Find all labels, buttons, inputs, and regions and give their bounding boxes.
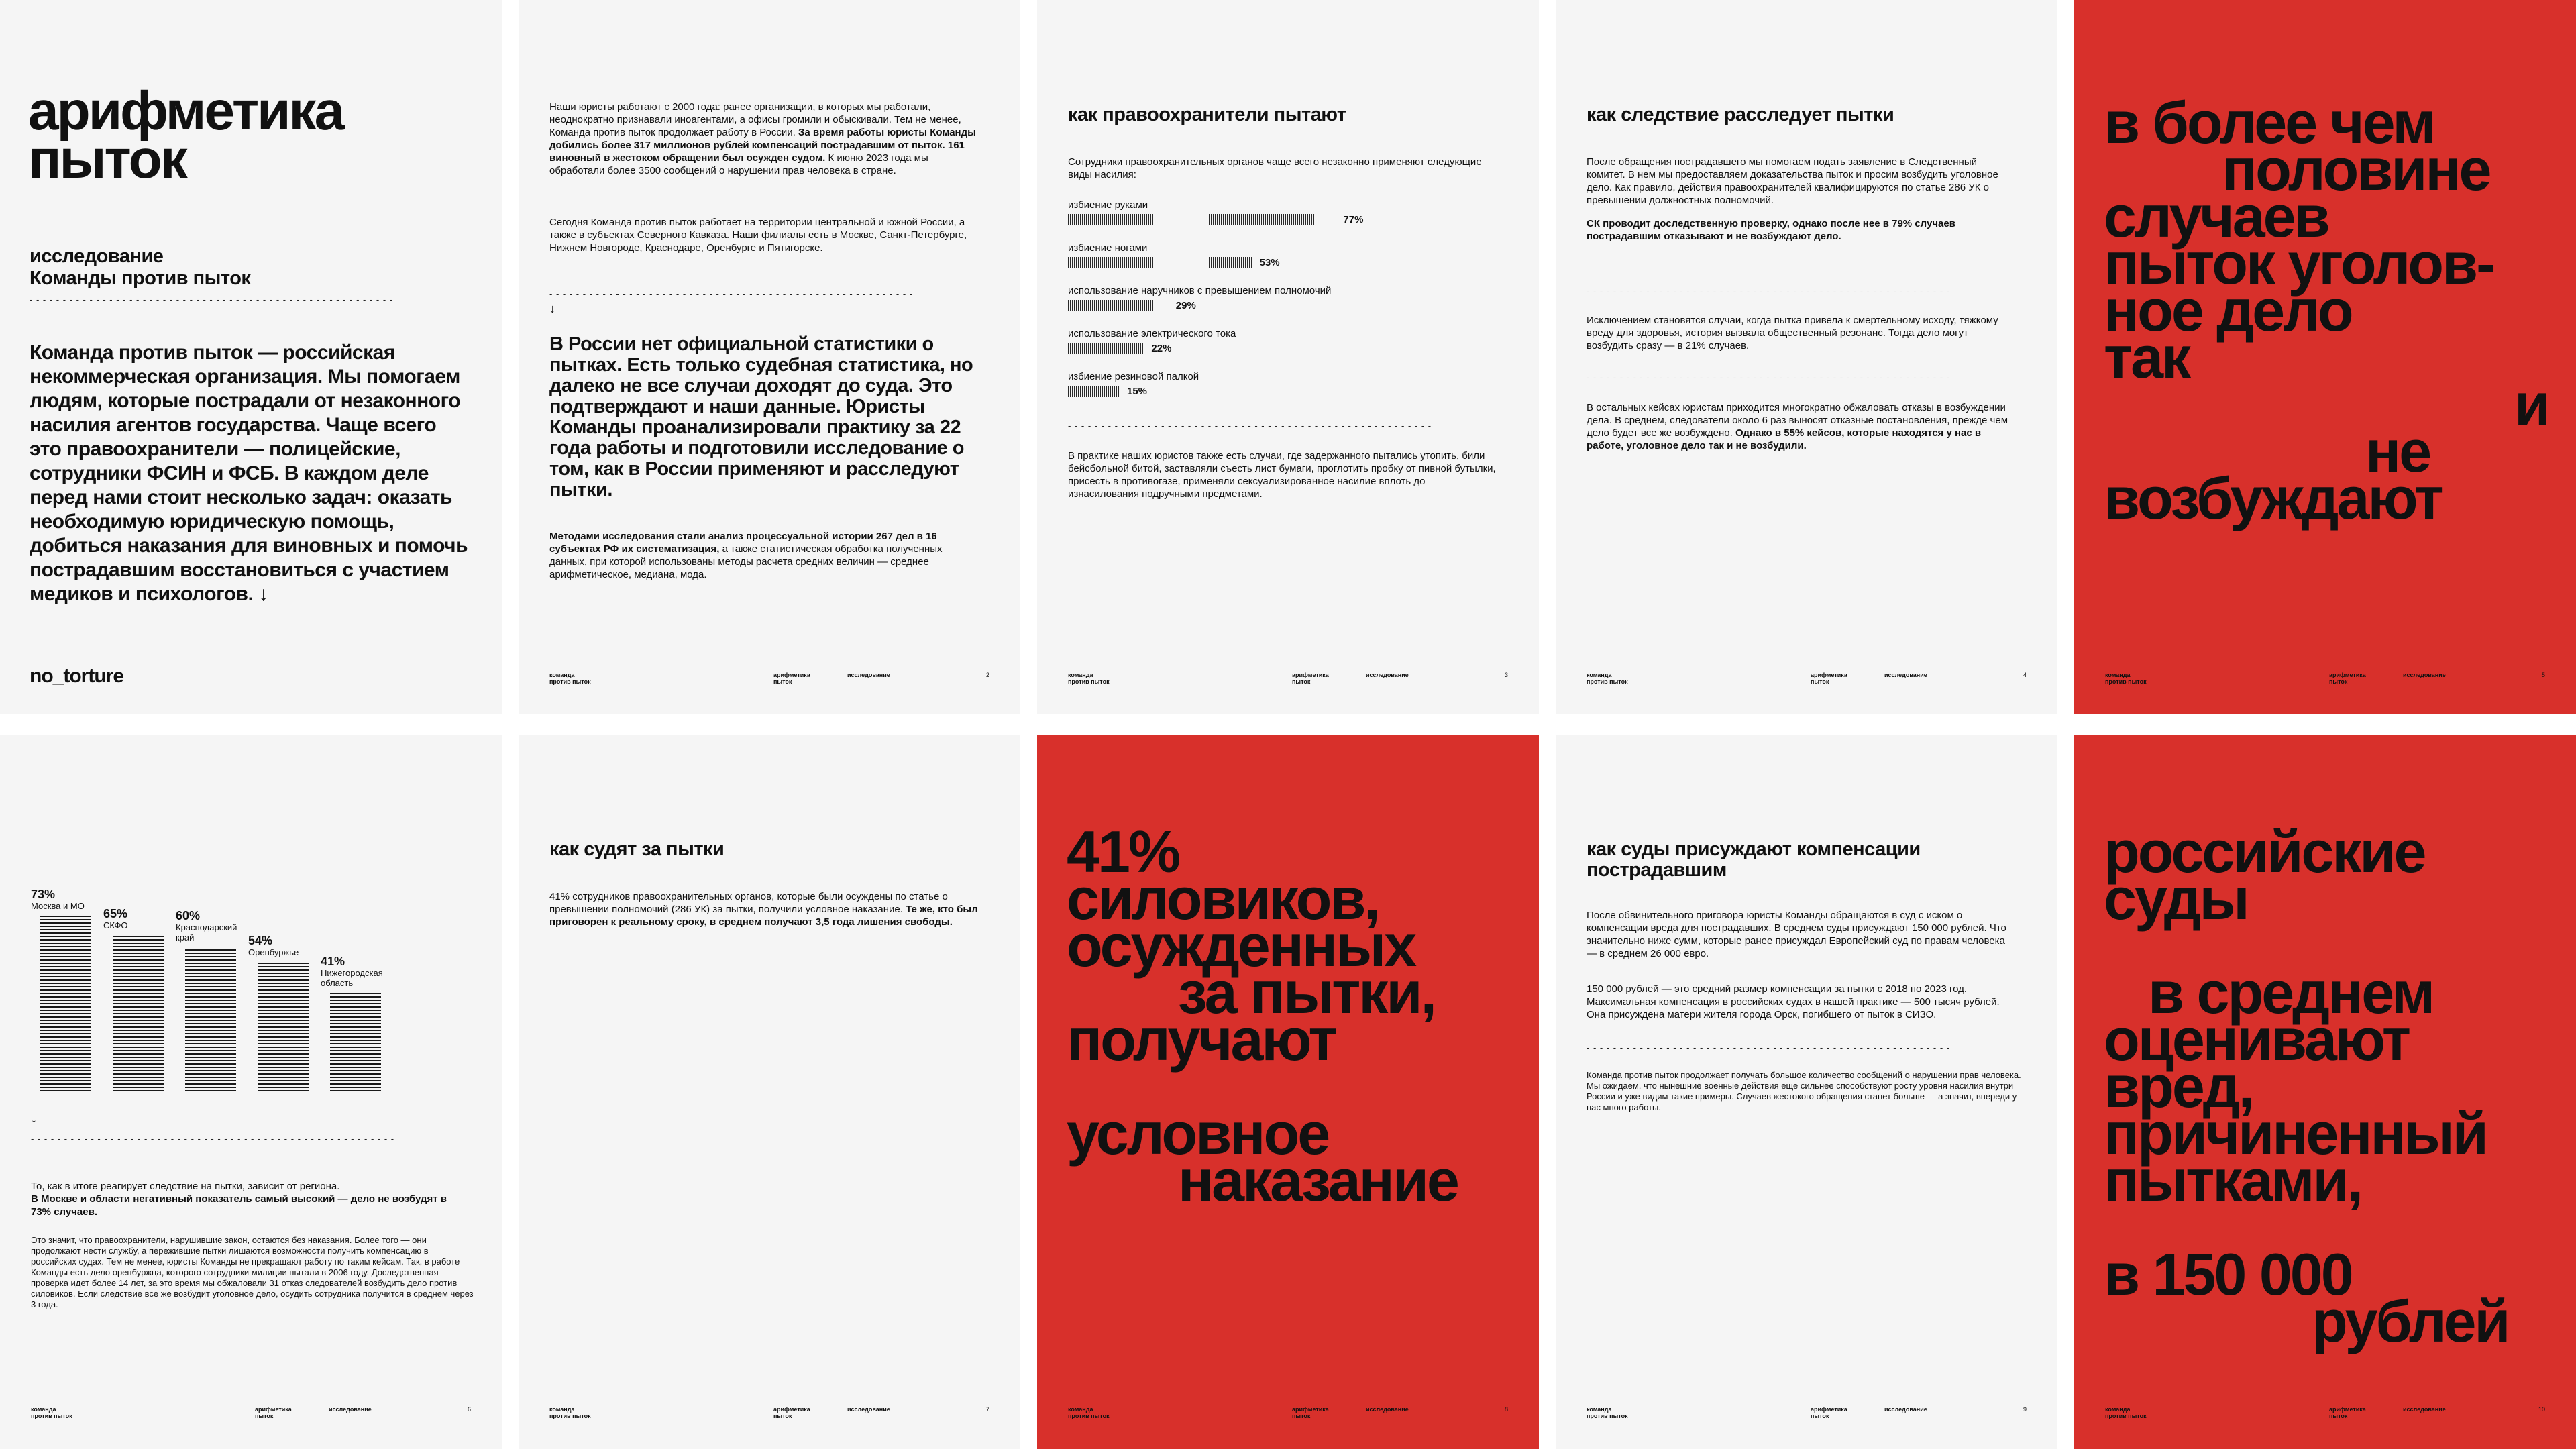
footer-title: арифметика пыток	[1811, 672, 1847, 685]
footer-org: команда против пыток	[1068, 1406, 1110, 1419]
chart-bar	[1068, 214, 1336, 225]
divider: - - - - - - - - - - - - - - - - - - - - - - - - - - - - - - - - - - - - - - - - - - - - - - - - - - - - - - -	[1587, 1043, 1951, 1053]
poster-line-3: в среднем	[2148, 959, 2434, 1026]
chart-value-label: 15%	[1127, 386, 1148, 398]
poster-line-3: случаев	[2104, 183, 2328, 250]
poster-line-6: условное	[1067, 1100, 1329, 1167]
investigation-paragraph-1	[1587, 156, 2016, 243]
cover-title: арифметика пыток	[28, 80, 343, 190]
footer-section: исследование	[329, 1406, 372, 1413]
chart-outro: В практике наших юристов также есть случаи, где задержанного пытались утопить, били бейсбольной битой, заставляли съесть лист бумаги, проглотить пробку от пивной бутылки, присесть в противогазе, применяли сексуализированное насилие вплоть до изнасилования подручными предметами.	[1068, 450, 1496, 500]
divider: - - - - - - - - - - - - - - - - - - - - - - - - - - - - - - - - - - - - - - - - - - - - - - - - - - - - - - -	[31, 1134, 395, 1144]
investigation-text-bold: СК проводит доследственную проверку, однако после нее в 79% случаев пострадавшим отказывают и не возбуждают дело.	[1587, 218, 1955, 242]
divider: - - - - - - - - - - - - - - - - - - - - - - - - - - - - - - - - - - - - - - - - - - - - - - - - - - - - - - -	[1587, 287, 1951, 297]
footer-section: исследование	[847, 672, 890, 678]
compensation-paragraph-2: 150 000 рублей — это средний размер компенсации за пытки с 2018 по 2023 год. Максимальная компенсация в российских судах в нашей практике — 500 тысяч рублей. Она присуждена матери жителя города Орск, погибшего от пыток в СИЗО.	[1587, 983, 2000, 1020]
page-footer	[549, 1406, 989, 1421]
footer-section: исследование	[1884, 672, 1927, 678]
page-9-compensation	[1556, 735, 2057, 1449]
investigation-paragraph-3	[1587, 401, 2016, 452]
poster-line-7: и	[2514, 371, 2549, 437]
poster-line-3: осужденных	[1067, 912, 1415, 979]
chart-column-label	[176, 909, 256, 943]
page-number: 4	[2023, 672, 2027, 678]
footer-org: команда против пыток	[549, 672, 591, 685]
footer-section: исследование	[1366, 1406, 1409, 1413]
chart-intro: Сотрудники правоохранительных органов чаще всего незаконно применяют следующие виды насилия:	[1068, 156, 1482, 180]
divider: - - - - - - - - - - - - - - - - - - - - - - - - - - - - - - - - - - - - - - - - - - - - - - - - - - - - - - -	[549, 290, 914, 299]
arrow-down-icon: ↓	[31, 1112, 37, 1125]
footer-section: исследование	[1884, 1406, 1927, 1413]
page-6-regions-chart	[0, 735, 502, 1449]
page-number: 7	[985, 1406, 989, 1413]
chart-column-value: 41%	[321, 955, 345, 969]
chart-row	[1068, 370, 1497, 411]
section-heading: как правоохранители пытают	[1068, 104, 1346, 125]
methods-tail: а также статистическая обработка полученных данных, при которой использованы методы расчета средних величин — среднее арифметическое, медиана, мода.	[549, 543, 943, 580]
chart-category-label: избиение резиновой палкой	[1068, 371, 1199, 382]
footer-section: исследование	[2403, 672, 2446, 678]
chart-value-label: 29%	[1175, 300, 1196, 312]
chart-column-label	[321, 955, 401, 988]
courts-text: 41% сотрудников правоохранительных органов, которые были осуждены по статье о превышении полномочий (286 УК) за пытки, получили условное наказание.	[549, 891, 948, 915]
methods-bold: Методами исследования стали анализ процессуальной истории 267 дел в 16 субъектах РФ их систематизация,	[549, 531, 937, 555]
footer-org: команда против пыток	[2105, 1406, 2147, 1419]
section-heading: как суды присуждают компенсации пострадавшим	[1587, 839, 1921, 881]
intro-text-tail: К июню 2023 года мы обработали более 3500 сообщений о нарушении прав человека в стране.	[549, 152, 928, 176]
chart-column-category: Краснодарский край	[176, 922, 237, 943]
page-number: 2	[985, 672, 989, 678]
page-number: 3	[1504, 672, 1508, 678]
divider: - - - - - - - - - - - - - - - - - - - - - - - - - - - - - - - - - - - - - - - - - - - - - - - - - - - - - - -	[1068, 421, 1432, 431]
chart-category-label: избиение ногами	[1068, 242, 1148, 254]
divider: - - - - - - - - - - - - - - - - - - - - - - - - - - - - - - - - - - - - - - - - - - - - - - - - - - - - - - -	[30, 295, 394, 305]
footer-title: арифметика пыток	[773, 672, 810, 685]
poster-line-7: наказание	[1178, 1147, 1458, 1214]
chart-column-category: Оренбуржье	[248, 947, 299, 957]
page-footer	[1587, 672, 2027, 686]
chart-bar	[1068, 300, 1169, 311]
chart-column-category: Москва и МО	[31, 901, 85, 912]
footer-title: арифметика пыток	[255, 1406, 292, 1419]
page-number: 9	[2023, 1406, 2027, 1413]
investigation-text-3-bold: Однако в 55% кейсов, которые находятся у нас в работе, уголовное дело так и не возбудили.	[1587, 427, 1982, 451]
page-footer	[1068, 1406, 1508, 1421]
poster-line-2: половине	[2222, 136, 2490, 203]
poster-line-4: оценивают	[2104, 1006, 2409, 1073]
investigation-text-3: В остальных кейсах юристам приходится многократно обжаловать отказы в возбуждении дела. В среднем, следователи около 6 раз выносят отказные постановления, прежде чем дело будет все же возбуждено.	[1587, 402, 2008, 439]
poster-line-1: 41%	[1067, 818, 1179, 885]
page-footer	[549, 672, 989, 686]
intro-paragraph-1	[549, 101, 979, 177]
chart-column-value: 73%	[31, 888, 56, 902]
page-number: 5	[2541, 672, 2545, 678]
poster-line-6: так	[2104, 324, 2190, 390]
regions-text-bold: В Москве и области негативный показатель самый высокий — дело не возбудят в 73% случаев.	[31, 1193, 447, 1218]
footer-title: арифметика пыток	[1292, 672, 1329, 685]
courts-paragraph	[549, 890, 979, 928]
footer-org: команда против пыток	[1587, 672, 1628, 685]
chart-category-label: использование электрического тока	[1068, 328, 1236, 339]
page-footer	[2105, 672, 2545, 686]
page-number: 10	[2538, 1406, 2545, 1413]
violence-types-chart	[1068, 199, 1497, 413]
page-number: 6	[467, 1406, 471, 1413]
chart-column-value: 65%	[103, 907, 128, 920]
chart-bar	[1068, 343, 1144, 354]
regions-text	[31, 1180, 460, 1218]
intro-paragraph-2: Сегодня Команда против пыток работает на территории центральной и южной России, а также в субъектах Северного Кавказа. Наши филиалы есть в Москве, Санкт-Петербурге, Нижнем Новгороде, Краснодаре, Оренбурге и Пятигорске.	[549, 217, 967, 254]
poster-line-2: силовиков,	[1067, 865, 1379, 932]
chart-column-label	[103, 907, 184, 930]
chart-value-label: 22%	[1151, 343, 1172, 355]
poster-line-5: вред,	[2104, 1053, 2253, 1120]
section-heading: как следствие расследует пытки	[1587, 104, 1894, 125]
section-heading: как судят за пытки	[549, 839, 724, 860]
regions-text-normal: То, как в итоге реагирует следствие на пытки, зависит от региона.	[31, 1181, 340, 1192]
poster-line-7: пытками,	[2104, 1147, 2362, 1214]
chart-column-category: Нижегородская область	[321, 968, 383, 989]
chart-category-label: избиение руками	[1068, 199, 1148, 211]
intro-text-bold: За время работы юристы Команды добились более 317 миллионов рублей компенсаций пострадавшим от пыток. 161 виновный в жестоком обращении был осужден судом.	[549, 127, 976, 164]
page-7-courts	[519, 735, 1020, 1449]
chart-value-label: 53%	[1259, 257, 1280, 269]
intro-lead: В России нет официальной статистики о пытках. Есть только судебная статистика, но далеко не все случаи доходят до суда. Это подтверждают и наши данные. Юристы Команды проанализировали практику за 22 года работы и подготовили исследование о том, как в России применяют и расследуют пытки.	[549, 333, 973, 500]
footer-org: команда против пыток	[31, 1406, 72, 1419]
investigation-text: После обращения пострадавшего мы помогаем подать заявление в Следственный комитет. В нем мы предоставляем доказательства пыток и просим возбудить уголовное дело. Как правило, действия правоохранителей квалифицируются по статье 286 УК о превышении должностных полномочий.	[1587, 156, 1998, 206]
regions-small-text: Это значит, что правоохранители, нарушившие закон, остаются без наказания. Более того — они продолжают нести службу, а пережившие пытки лишаются возможности получить компенсацию в российских судах. Тем не менее, юристы Команды не прекращают работу по таким кейсам. Так, в работе Команды есть дело оренбуржца, которого сотрудники милиции пытали в 2006 году. Доследственная проверка идет более 14 лет, за это время мы обжаловали 31 отказ следователей возбудить дело против силовиков. Если следствие все же возбудит уголовное дело, осудить сотрудника получится в среднем через 3 года.	[31, 1235, 474, 1309]
chart-column-label	[248, 934, 329, 957]
footer-org: команда против пыток	[1068, 672, 1110, 685]
footer-org: команда против пыток	[549, 1406, 591, 1419]
chart-column-value: 60%	[176, 909, 201, 922]
footer-section: исследование	[2403, 1406, 2446, 1413]
footer-section: исследование	[1366, 672, 1409, 678]
page-3-methods-chart	[1037, 0, 1539, 714]
courts-text-bold: Те же, кто был приговорен к реальному сроку, в среднем получают 3,5 года лишения свободы.	[549, 904, 978, 928]
chart-row	[1068, 327, 1497, 368]
footer-title: арифметика пыток	[2329, 1406, 2366, 1419]
page-number: 8	[1504, 1406, 1508, 1413]
footer-title: арифметика пыток	[773, 1406, 810, 1419]
poster-line-4: за пытки,	[1178, 959, 1435, 1026]
intro-text: Наши юристы работают с 2000 года: ранее организации, в которых мы работали, неоднократно признавали иноагентами, а офисы громили и обыскивали. Тем не менее, Команда против пыток продолжает работу в России.	[549, 101, 961, 138]
chart-column	[185, 947, 236, 1091]
poster-line-1: в более чем	[2104, 89, 2434, 156]
poster-line-8: не	[2365, 418, 2430, 484]
chart-column	[330, 992, 381, 1091]
chart-category-label: использование наручников с превышением полномочий	[1068, 285, 1332, 297]
poster-line-9: возбуждают	[2104, 465, 2442, 531]
cover-subtitle: исследование Команды против пыток	[30, 246, 251, 289]
page-1-cover	[0, 0, 502, 714]
poster-line-6: причиненный	[2104, 1100, 2487, 1167]
compensation-paragraph-1: После обвинительного приговора юристы Команды обращаются в суд с иском о компенсации вреда для пострадавших. В среднем суды присуждают 150 000 рублей. Что значительно ниже сумм, которые ранее присуждал Европейский суд по правам человека — в среднем 26 000 евро.	[1587, 910, 2006, 959]
chart-column-value: 54%	[248, 933, 273, 947]
cover-lead: Команда против пыток — российская некоммерческая организация. Мы помогаем людям, которые пострадали от незаконного насилия агентов государства. Чаще всего это правоохранители — полицейские, сотрудники ФСИН и ФСБ. В каждом деле перед нами стоит несколько задач: оказать необходимую юридическую помощь, добиться наказания для виновных и помочь пострадавшим восстановиться с участием медиков и психологов. ↓	[30, 341, 468, 605]
divider: - - - - - - - - - - - - - - - - - - - - - - - - - - - - - - - - - - - - - - - - - - - - - - - - - - - - - - -	[1587, 373, 1951, 382]
chart-column-category: СКФО	[103, 920, 128, 930]
page-footer	[1068, 672, 1508, 686]
footer-org: команда против пыток	[1587, 1406, 1628, 1419]
arrow-down-icon: ↓	[549, 302, 555, 315]
poster-line-8: в 150 000	[2104, 1241, 2352, 1307]
compensation-paragraph-3: Команда против пыток продолжает получать большое количество сообщений о нарушении прав человека. Мы ожидаем, что нынешние военные действия еще сильнее способствуют росту уровня насилия внутри России и уже видим такие примеры. Случаев жестокого обращения станет больше — а значит, впереди у нас много работы.	[1587, 1070, 2021, 1112]
chart-column	[113, 934, 164, 1091]
poster-line-1: российские	[2104, 818, 2425, 885]
page-8-poster	[1037, 735, 1539, 1449]
page-footer	[31, 1406, 471, 1421]
poster-line-5: ное дело	[2104, 277, 2352, 343]
footer-title: арифметика пыток	[2329, 672, 2366, 685]
footer-title: арифметика пыток	[1292, 1406, 1329, 1419]
methods-paragraph	[549, 530, 979, 581]
page-footer	[1587, 1406, 2027, 1421]
chart-column	[40, 915, 91, 1091]
poster-line-2: суды	[2104, 865, 2248, 932]
footer-section: исследование	[847, 1406, 890, 1413]
investigation-paragraph-2: Исключением становятся случаи, когда пытка привела к смертельному исходу, тяжкому вреду для здоровья, история вызвала общественный резонанс. Тогда дело могут возбудить сразу — в 21% случаев.	[1587, 315, 1998, 352]
page-10-poster	[2074, 735, 2576, 1449]
poster-line-5: получают	[1067, 1006, 1336, 1073]
chart-column-label	[31, 888, 111, 911]
chart-row	[1068, 284, 1497, 325]
chart-value-label: 77%	[1343, 214, 1364, 226]
page-footer	[2105, 1406, 2545, 1421]
page-5-poster	[2074, 0, 2576, 714]
page-2-intro	[519, 0, 1020, 714]
chart-row	[1068, 199, 1497, 239]
poster-line-4: пыток уголов-	[2104, 230, 2494, 297]
chart-bar	[1068, 257, 1253, 268]
chart-bar	[1068, 386, 1120, 397]
regions-chart	[31, 842, 474, 1091]
chart-column	[258, 961, 309, 1091]
brand-logo: no_torture	[30, 665, 123, 687]
footer-org: команда против пыток	[2105, 672, 2147, 685]
chart-row	[1068, 241, 1497, 282]
footer-title: арифметика пыток	[1811, 1406, 1847, 1419]
poster-line-9: рублей	[2312, 1288, 2509, 1354]
page-4-investigation	[1556, 0, 2057, 714]
